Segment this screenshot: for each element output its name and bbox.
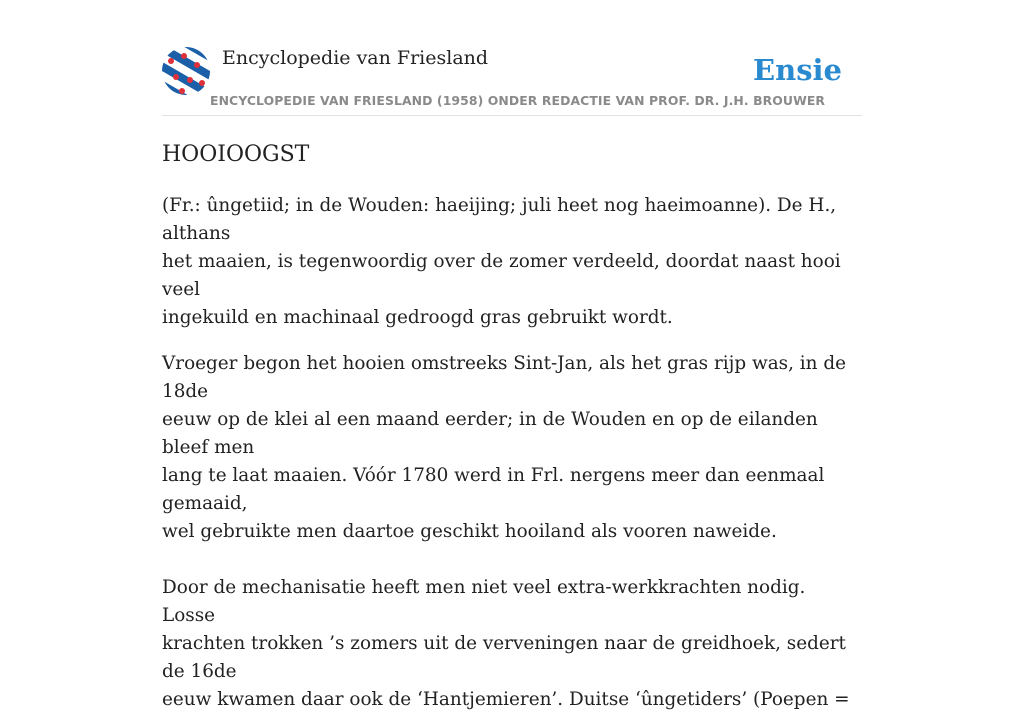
site-subtitle: ENCYCLOPEDIE VAN FRIESLAND (1958) ONDER REDACTIE VAN PROF. DR. J.H. BROUWER — [210, 93, 826, 108]
entry-paragraph: (Fr.: ûngetiid; in de Wouden: haeijing; juli heet nog haeimoanne). De H., althans het maaien, is tegenwoordig over de zomer verdeeld, doordat naast hooi veel ingekuild en machinaal gedroogd gras gebruikt wordt. — [162, 195, 841, 328]
frisian-flag-icon[interactable] — [162, 47, 210, 95]
site-title-link[interactable]: Encyclopedie van Friesland — [222, 47, 489, 69]
logo-svg — [162, 47, 210, 95]
entry-title: HOOIOOGST — [162, 142, 310, 167]
page — [162, 0, 862, 710]
entry-paragraph: Vroeger begon het hooien omstreeks Sint-Jan, als het gras rijp was, in de 18de eeuw op de klei al een maand eerder; in de Wouden en op de eilanden bleef men lang te laat maaien. Vóór 1780 werd in Frl. nergens meer dan eenmaal gemaaid, wel gebruikte men daartoe geschikt hooiland als vooren naweide. — [162, 353, 847, 542]
entry-body — [162, 192, 862, 714]
header-divider — [162, 115, 862, 116]
entry-paragraph: Door de mechanisatie heeft men niet veel extra-werkkrachten nodig. Losse krachten trokken ’s zomers uit de verveningen naar de greidhoek, sedert de 16de eeuw kwamen daar ook de ‘Hantjemieren’. Duitse ‘ûngetiders’ (Poepen = — [162, 577, 850, 710]
brand-logo-link[interactable]: Ensie — [753, 53, 842, 87]
